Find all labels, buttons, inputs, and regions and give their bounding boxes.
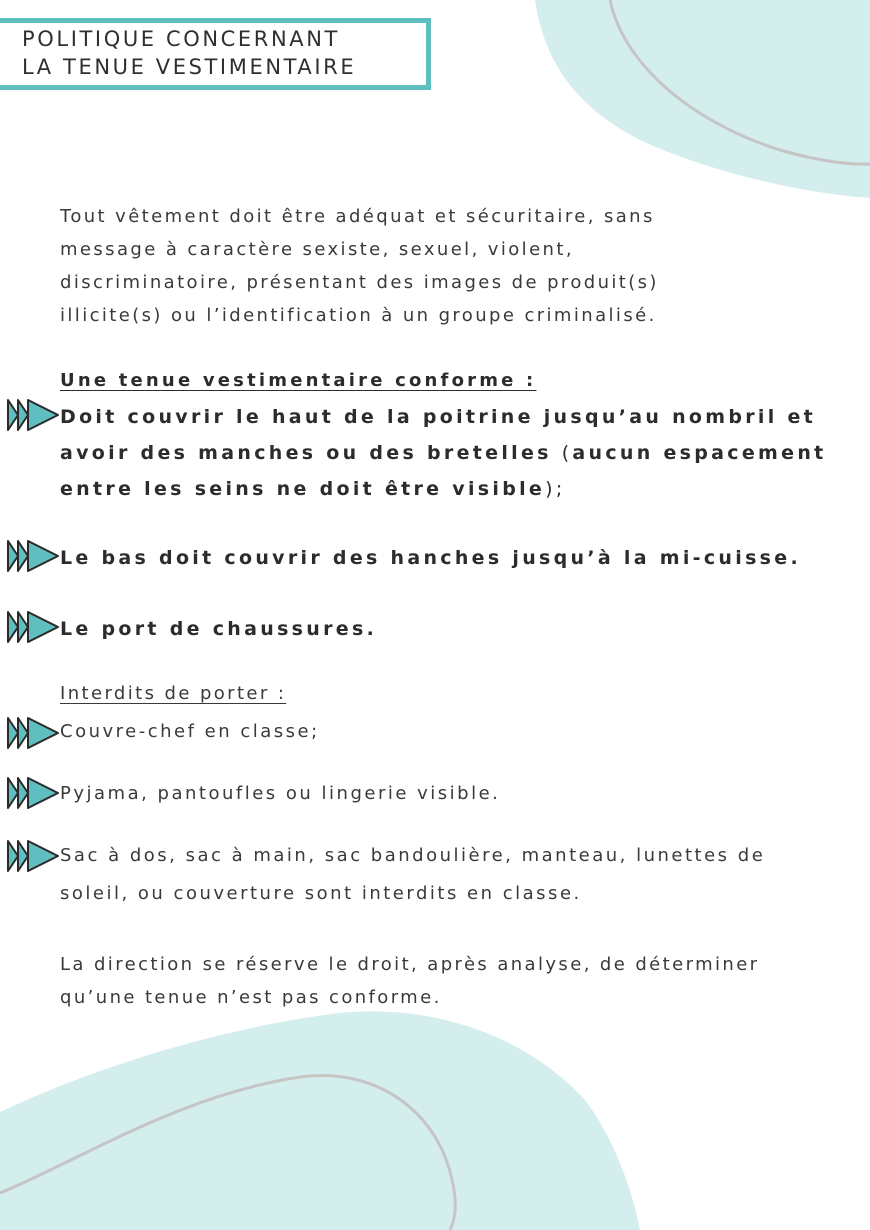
triple-arrow-icon xyxy=(6,539,60,573)
closing-paragraph: La direction se réserve le droit, après analyse, de déterminer qu’une tenue n’est pas conforme. xyxy=(60,954,760,1008)
conforme-item-2: Le bas doit couvrir des hanches jusqu’à la mi-cuisse. xyxy=(60,547,801,569)
conforme-item-1-text-a: Doit couvrir le haut de la poitrine jusqu’au nombril et avoir des manches ou des bretelles xyxy=(60,406,817,464)
paren-close: ); xyxy=(545,478,566,500)
title-line-2: LA TENUE VESTIMENTAIRE xyxy=(22,55,357,79)
paren-open: ( xyxy=(561,442,573,464)
triple-arrow-icon xyxy=(6,776,60,810)
title-line-1: POLITIQUE CONCERNANT xyxy=(22,27,340,51)
interdits-item-3: Sac à dos, sac à main, sac bandoulière, manteau, lunettes de soleil, ou couverture sont interdits en classe. xyxy=(60,845,766,904)
conforme-heading: Une tenue vestimentaire conforme : xyxy=(60,370,537,391)
triple-arrow-icon xyxy=(6,839,60,873)
intro-paragraph: Tout vêtement doit être adéquat et sécuritaire, sans message à caractère sexiste, sexuel, violent, discriminatoire, présentant des images de produit(s) illicite(s) ou l’identification à un groupe criminalisé. xyxy=(60,206,659,326)
triple-arrow-icon xyxy=(6,398,60,432)
conforme-item-1-text-b: aucun espacement entre les seins ne doit être visible xyxy=(60,442,827,500)
interdits-item-2: Pyjama, pantoufles ou lingerie visible. xyxy=(60,783,501,804)
triple-arrow-icon xyxy=(6,610,60,644)
top-right-blob xyxy=(535,0,870,198)
bottom-blob xyxy=(0,1011,640,1230)
interdits-item-1: Couvre-chef en classe; xyxy=(60,721,320,742)
conforme-item-1 xyxy=(60,399,830,507)
triple-arrow-icon xyxy=(6,716,60,750)
interdits-heading: Interdits de porter : xyxy=(60,683,287,704)
conforme-item-3: Le port de chaussures. xyxy=(60,618,378,640)
